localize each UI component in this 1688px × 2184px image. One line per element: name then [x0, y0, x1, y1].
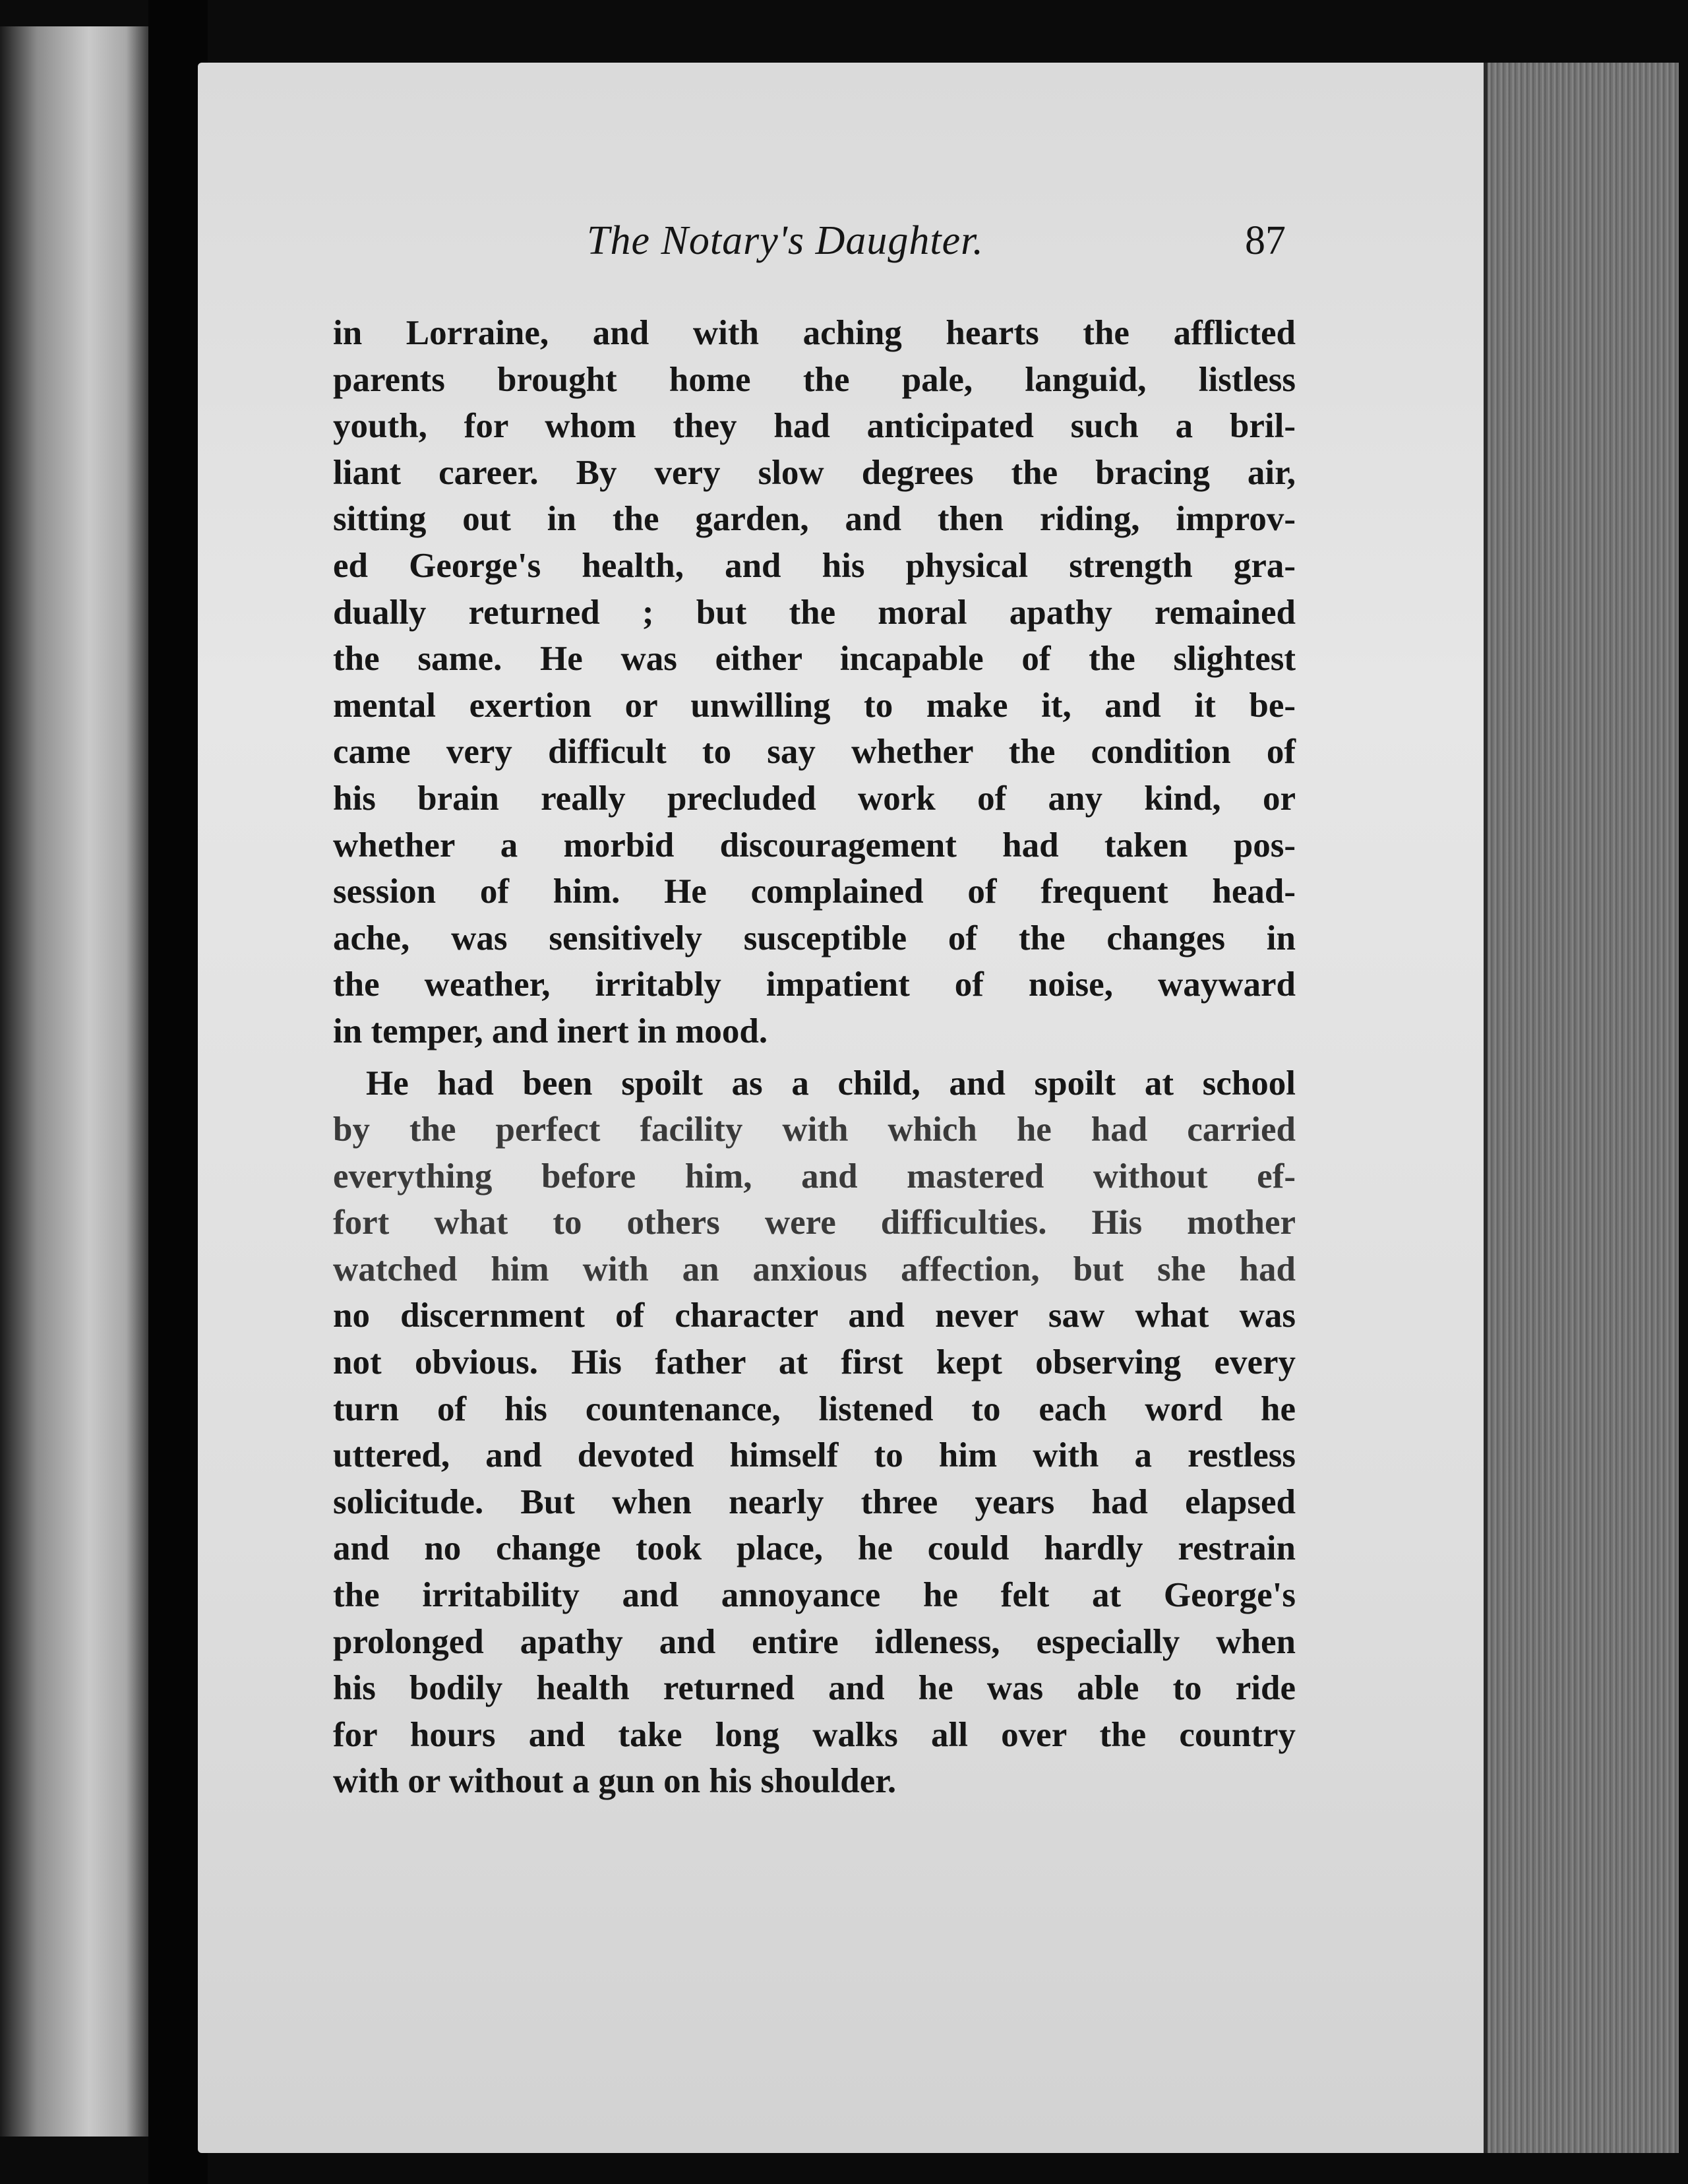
text-line: the weather, irritably impatient of noise, wayward — [333, 965, 1296, 1004]
running-header — [587, 218, 1299, 284]
text-line: no discernment of character and never saw what was — [333, 1296, 1296, 1335]
text-line: not obvious. His father at first kept observing every — [333, 1343, 1296, 1382]
text-line: came very difficult to say whether the condition of — [333, 733, 1296, 772]
page-fore-edge — [1484, 63, 1679, 2153]
text-line: dually returned ; but the moral apathy remained — [333, 593, 1296, 632]
body-text — [333, 310, 1296, 1805]
text-line: and no change took place, he could hardly restrain — [333, 1529, 1296, 1568]
text-line: his brain really precluded work of any kind, or — [333, 779, 1296, 818]
text-line: the irritability and annoyance he felt at George's — [333, 1576, 1296, 1615]
text-line: sitting out in the garden, and then riding, improv- — [333, 500, 1296, 539]
text-line: session of him. He complained of frequent head- — [333, 872, 1296, 911]
text-line: parents brought home the pale, languid, listless — [333, 360, 1296, 399]
text-line: turn of his countenance, listened to each word he — [333, 1389, 1296, 1428]
text-line: for hours and take long walks all over the country — [333, 1715, 1296, 1754]
text-line: everything before him, and mastered without ef- — [333, 1157, 1296, 1196]
text-line: ed George's health, and his physical strength gra- — [333, 546, 1296, 585]
running-title: The Notary's Daughter. — [587, 218, 984, 263]
text-line: ache, was sensitively susceptible of the changes in — [333, 919, 1296, 957]
facing-page-edge — [0, 26, 148, 2137]
page-number: 87 — [1245, 218, 1286, 263]
text-line: He had been spoilt as a child, and spoilt at school — [366, 1064, 1296, 1103]
text-line: prolonged apathy and entire idleness, especially when — [333, 1622, 1296, 1661]
text-line: with or without a gun on his shoulder. — [333, 1762, 897, 1801]
text-line: fort what to others were difficulties. His mother — [333, 1203, 1296, 1242]
text-line: by the perfect facility with which he had carried — [333, 1110, 1296, 1149]
text-line: in temper, and inert in mood. — [333, 1012, 768, 1050]
text-line: liant career. By very slow degrees the bracing air, — [333, 453, 1296, 492]
text-line: the same. He was either incapable of the slightest — [333, 640, 1296, 679]
text-line: uttered, and devoted himself to him with a restless — [333, 1436, 1296, 1475]
text-line: solicitude. But when nearly three years had elapsed — [333, 1482, 1296, 1521]
text-line: whether a morbid discouragement had taken pos- — [333, 826, 1296, 864]
text-line: in Lorraine, and with aching hearts the afflicted — [333, 314, 1296, 352]
text-line: watched him with an anxious affection, but she had — [333, 1250, 1296, 1289]
text-line: youth, for whom they had anticipated such a bril- — [333, 407, 1296, 446]
text-line: his bodily health returned and he was able to ride — [333, 1669, 1296, 1708]
text-line: mental exertion or unwilling to make it, and it be- — [333, 686, 1296, 725]
